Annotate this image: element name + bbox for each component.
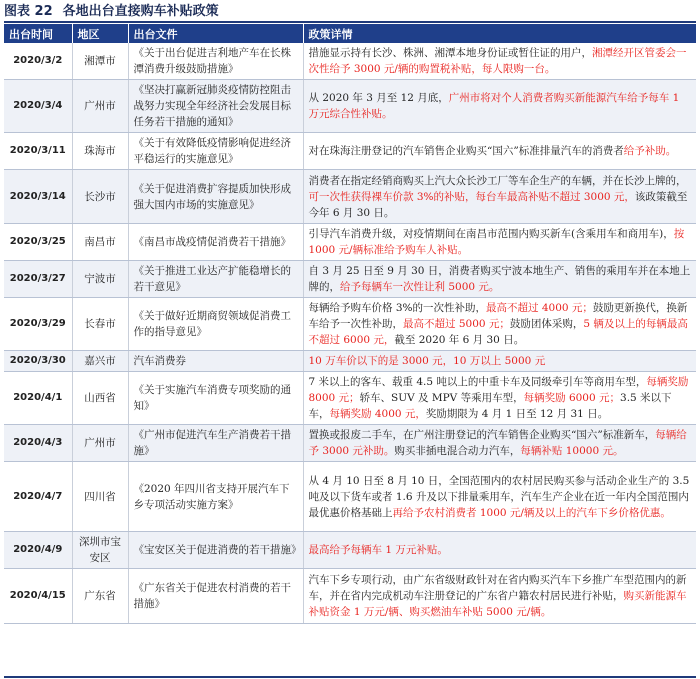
detail-text: 自 3 月 25 日至 9 月 30 日，消费者购买宁波本地生产、销售的乘用车并在本地上牌的， xyxy=(308,265,691,293)
cell-document: 《广东省关于促进农村消费的若干措施》 xyxy=(128,569,303,624)
cell-document: 《2020 年四川省支持开展汽车下乡专项活动实施方案》 xyxy=(128,462,303,532)
table-body xyxy=(4,43,696,624)
detail-highlight: 每辆补贴 10000 元。 xyxy=(520,445,624,457)
cell-date: 2020/4/7 xyxy=(4,462,72,532)
detail-highlight: 最高不超过 4000 元； xyxy=(486,302,593,314)
detail-highlight: 给予每辆车一次性让利 5000 元。 xyxy=(340,281,500,293)
detail-highlight: 最高不超过 5000 元； xyxy=(403,318,510,330)
cell-detail xyxy=(303,569,696,624)
detail-text: 措施显示持有长沙、株洲、湘潭本地身份证或暂住证的用户， xyxy=(308,47,592,59)
detail-highlight: 可一次性获得裸车价款 3%的补贴，每台车最高补贴不超过 3000 元， xyxy=(308,190,635,203)
cell-document: 《宝安区关于促进消费的若干措施》 xyxy=(128,532,303,569)
detail-text: 汽车下乡专项行动，由广东省级财政针对在省内购买汽车下乡推广车型范围内的新车，并在省内完成机动车注册登记的广东省户籍农村居民进行补贴， xyxy=(308,574,687,602)
policy-table xyxy=(4,24,696,624)
detail-text: 消费者在指定经销商购买上汽大众长沙工厂等车企生产的车辆，并在长沙上牌的， xyxy=(308,174,687,187)
cell-region: 长春市 xyxy=(72,298,128,351)
table-header-row xyxy=(4,24,696,43)
detail-text: 对在珠海注册登记的汽车销售企业购买“国六”标准排量汽车的消费者 xyxy=(308,145,624,157)
detail-text: 7 米以上的客车、载重 4.5 吨以上的中重卡车及同级牵引车等商用车型， xyxy=(308,376,647,388)
cell-detail xyxy=(303,43,696,80)
detail-highlight: 购买新能源车补贴资金 1 万元/辆、购买燃油车补贴 5000 元/辆。 xyxy=(308,590,687,618)
detail-highlight: 广州市将对个人消费者购买新能源汽车给予每车 1 万元综合性补贴。 xyxy=(308,92,680,120)
cell-region: 广州市 xyxy=(72,425,128,462)
table-row xyxy=(4,569,696,624)
cell-region: 四川省 xyxy=(72,462,128,532)
top-rule xyxy=(4,21,696,23)
header-date: 出台时间 xyxy=(4,24,72,43)
detail-highlight: 10 万车价以下的是 3000 元，10 万以上 5000 元 xyxy=(308,355,546,367)
cell-detail xyxy=(303,80,696,133)
cell-detail xyxy=(303,351,696,372)
cell-detail xyxy=(303,224,696,261)
header-detail: 政策详情 xyxy=(303,24,696,43)
table-row xyxy=(4,43,696,80)
cell-document: 汽车消费券 xyxy=(128,351,303,372)
table-row xyxy=(4,133,696,170)
cell-detail xyxy=(303,372,696,425)
cell-region: 珠海市 xyxy=(72,133,128,170)
cell-region: 深圳市宝安区 xyxy=(72,532,128,569)
cell-date: 2020/3/11 xyxy=(4,133,72,170)
detail-highlight: 湘潭经开区管委会一次性给予 3000 元/辆的购置税补贴，每人限购一台。 xyxy=(308,47,687,75)
table-row xyxy=(4,425,696,462)
detail-highlight: 每辆奖励 6000 元； xyxy=(523,392,621,404)
cell-region: 宁波市 xyxy=(72,261,128,298)
cell-region: 湘潭市 xyxy=(72,43,128,80)
detail-text: 从 4 月 10 日至 8 月 10 日，全国范围内的农村居民购买参与活动企业生产的 3.5 吨及以下货车或者 1.6 升及以下排量乘用车，汽车生产企业在近一年内全国范围内最优惠价格基础上 xyxy=(308,474,690,519)
table-row xyxy=(4,532,696,569)
cell-detail xyxy=(303,425,696,462)
detail-highlight: 最高给予每辆车 1 万元补贴。 xyxy=(308,544,448,556)
cell-date: 2020/3/4 xyxy=(4,80,72,133)
cell-date: 2020/4/1 xyxy=(4,372,72,425)
cell-date: 2020/4/9 xyxy=(4,532,72,569)
detail-highlight: 每辆给予 3000 元补助。 xyxy=(308,429,687,457)
table-row xyxy=(4,298,696,351)
cell-document: 《关于推进工业达产扩能稳增长的若干意见》 xyxy=(128,261,303,298)
cell-detail xyxy=(303,261,696,298)
table-row xyxy=(4,224,696,261)
cell-detail xyxy=(303,133,696,170)
detail-highlight: 按 1000 元/辆标准给予购车人补贴。 xyxy=(308,228,685,256)
detail-text: 置换或报废二手车，在广州注册登记的汽车销售企业购买“国六”标准新车， xyxy=(308,429,656,441)
cell-detail xyxy=(303,462,696,532)
figure-label: 图表 22 xyxy=(4,4,53,19)
figure-caption xyxy=(4,2,219,22)
bottom-rule xyxy=(4,676,696,678)
detail-text: 购买非插电混合动力汽车， xyxy=(394,445,521,457)
cell-document: 《关于出台促进吉利地产车在长株潭消费升级鼓励措施》 xyxy=(128,43,303,80)
cell-detail xyxy=(303,298,696,351)
cell-document: 《南昌市战疫情促消费若干措施》 xyxy=(128,224,303,261)
cell-region: 广州市 xyxy=(72,80,128,133)
cell-document: 《广州市促进汽车生产消费若干措施》 xyxy=(128,425,303,462)
table-row xyxy=(4,80,696,133)
cell-region: 山西省 xyxy=(72,372,128,425)
cell-date: 2020/3/25 xyxy=(4,224,72,261)
detail-text: 鼓励更新换代，换新车给予一次性补助， xyxy=(308,302,688,330)
table-row xyxy=(4,170,696,224)
detail-text: 奖励期限为 4 月 1 日至 12 月 31 日。 xyxy=(425,408,609,420)
detail-text: 引导汽车消费升级，对疫情期间在南昌市范围内购买新车(含乘用车和商用车)， xyxy=(308,228,674,240)
detail-highlight: 每辆奖励 8000 元； xyxy=(308,376,689,404)
figure-title: 各地出台直接购车补贴政策 xyxy=(62,4,219,19)
table-row xyxy=(4,372,696,425)
cell-document: 《坚决打赢新冠肺炎疫情防控阻击战努力实现全年经济社会发展目标任务若干措施的通知》 xyxy=(128,80,303,133)
cell-document: 《关于有效降低疫情影响促进经济平稳运行的实施意见》 xyxy=(128,133,303,170)
table-row xyxy=(4,462,696,532)
header-region: 地区 xyxy=(72,24,128,43)
detail-text: 该政策截至今年 6 月 30 日。 xyxy=(308,190,688,219)
cell-date: 2020/3/29 xyxy=(4,298,72,351)
cell-document: 《关于做好近期商贸领域促消费工作的指导意见》 xyxy=(128,298,303,351)
detail-text: 3.5 米以下车， xyxy=(308,392,672,420)
table-row xyxy=(4,261,696,298)
cell-date: 2020/3/14 xyxy=(4,170,72,224)
detail-highlight: 给予补助。 xyxy=(623,145,677,157)
cell-region: 嘉兴市 xyxy=(72,351,128,372)
cell-date: 2020/4/3 xyxy=(4,425,72,462)
cell-date: 2020/3/30 xyxy=(4,351,72,372)
cell-detail xyxy=(303,170,696,224)
cell-document: 《关于促进消费扩容提质加快形成强大国内市场的实施意见》 xyxy=(128,170,303,224)
cell-region: 长沙市 xyxy=(72,170,128,224)
detail-text: 鼓励团体采购， xyxy=(509,318,584,330)
detail-text: 每辆给予购车价格 3%的一次性补助， xyxy=(308,302,486,314)
cell-region: 广东省 xyxy=(72,569,128,624)
detail-highlight: 再给予农村消费者 1000 元/辆及以上的汽车下乡价格优惠。 xyxy=(392,506,671,519)
detail-text: 轿车、SUV 及 MPV 等乘用车型， xyxy=(359,392,524,404)
cell-date: 2020/3/2 xyxy=(4,43,72,80)
detail-text: 从 2020 年 3 月至 12 月底， xyxy=(308,92,449,104)
header-document: 出台文件 xyxy=(128,24,303,43)
cell-date: 2020/4/15 xyxy=(4,569,72,624)
table-row xyxy=(4,351,696,372)
cell-document: 《关于实施汽车消费专项奖励的通知》 xyxy=(128,372,303,425)
detail-highlight: 每辆奖励 4000 元， xyxy=(329,408,426,420)
cell-date: 2020/3/27 xyxy=(4,261,72,298)
cell-region: 南昌市 xyxy=(72,224,128,261)
detail-highlight: 5 辆及以上的每辆最高不超过 6000 元， xyxy=(308,318,688,346)
detail-text: 截至 2020 年 6 月 30 日。 xyxy=(394,334,525,346)
cell-detail xyxy=(303,532,696,569)
